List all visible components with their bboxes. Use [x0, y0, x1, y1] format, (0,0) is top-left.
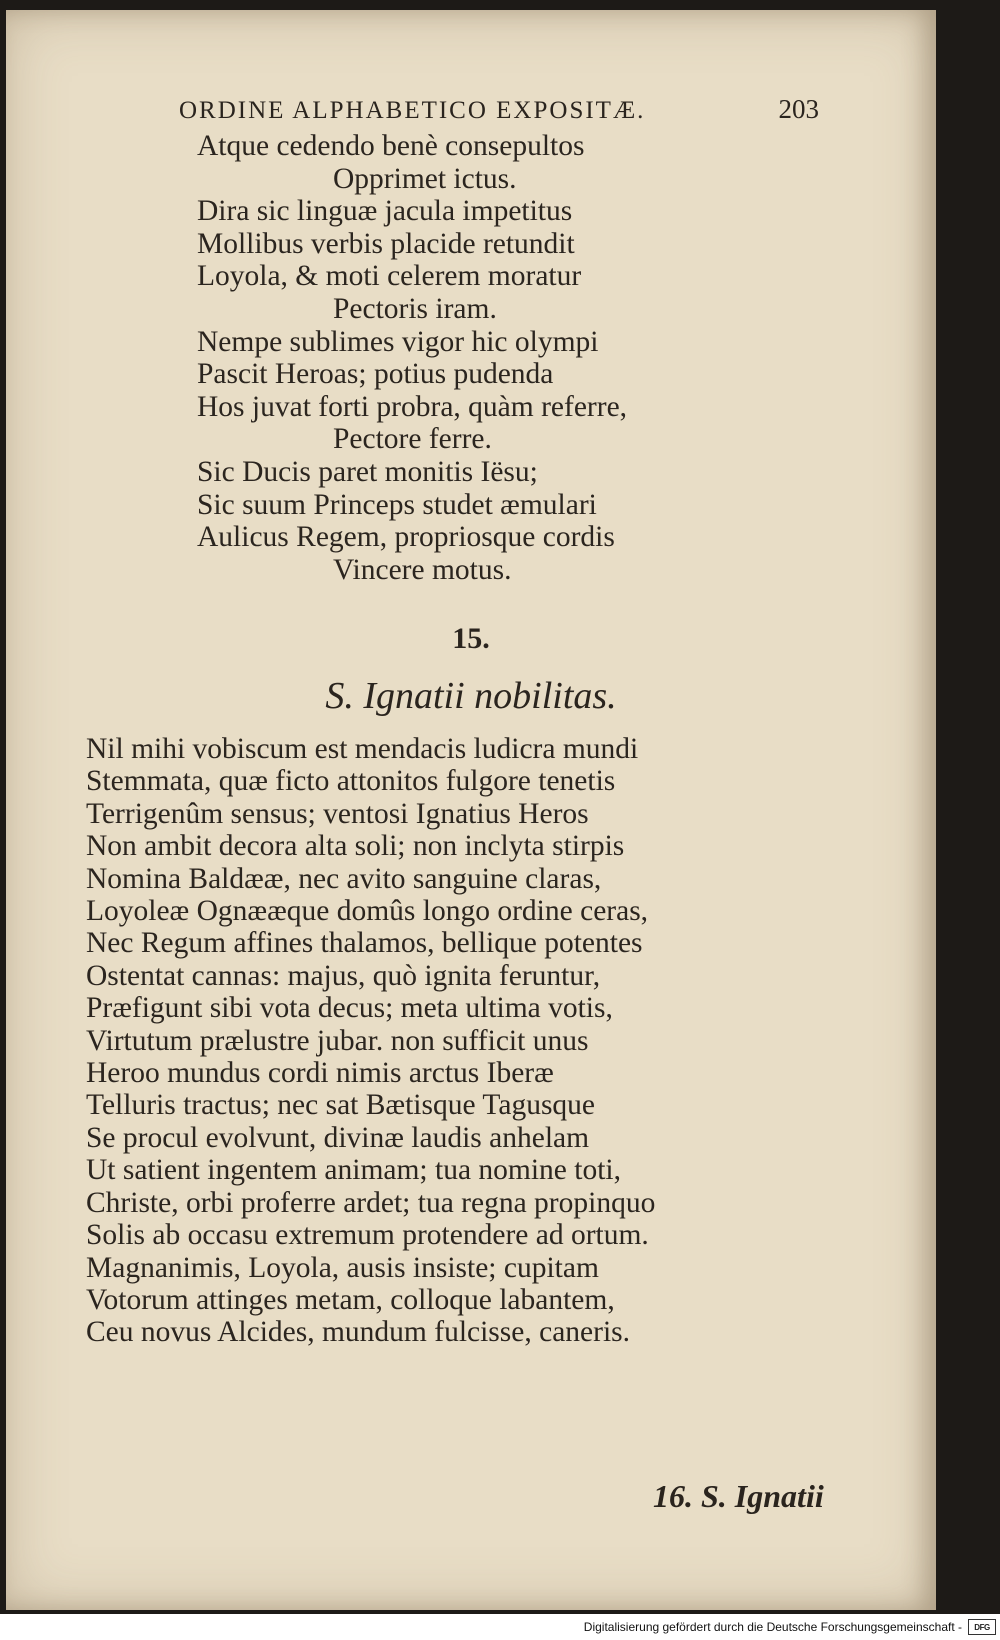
poem-line: Nec Regum affines thalamos, bellique potentes [86, 927, 643, 960]
ode-line: Sic Ducis paret monitis Iësu; [197, 455, 538, 488]
ode-line: Pascit Heroas; potius pudenda [197, 358, 554, 391]
poem-line: Heroo mundus cordi nimis arctus Iberæ [86, 1057, 554, 1090]
poem-line: Nil mihi vobiscum est mendacis ludicra mundi [86, 733, 639, 765]
ode-line: Nempe sublimes vigor hic olympi [197, 325, 599, 358]
poem-line: Stemmata, quæ ficto attonitos fulgore tenetis [86, 765, 616, 798]
catchword: 16. S. Ignatii [653, 1478, 824, 1514]
poem-line: Magnanimis, Loyola, ausis insiste; cupitam [86, 1251, 599, 1284]
poem-line: Virtutum prælustre jubar. non sufficit unus [86, 1024, 589, 1057]
book-page [6, 10, 936, 1610]
dfg-logo: DFG [968, 1619, 996, 1635]
poem-line: Nomina Baldææ, nec avito sanguine claras, [86, 862, 602, 895]
ode-line: Hos juvat forti probra, quàm referre, [197, 390, 628, 423]
ode-line: Pectoris iram. [333, 292, 497, 325]
footer-credit: Digitalisierung gefördert durch die Deutsche Forschungsgemeinschaft - [583, 1620, 962, 1634]
poem-line: Christe, orbi proferre ardet; tua regna propinquo [86, 1186, 656, 1219]
ode-line: Pectore ferre. [333, 423, 492, 456]
page-number: 203 [778, 94, 819, 124]
digitization-footer [0, 1614, 1000, 1640]
running-title: ORDINE ALPHABETICO EXPOSITÆ. [179, 97, 646, 124]
ode-line: Vincere motus. [333, 553, 512, 586]
poem-line: Ostentat cannas: majus, quò ignita feruntur, [86, 959, 601, 992]
ode-line: Dira sic linguæ jacula impetitus [197, 195, 573, 228]
section-title: S. Ignatii nobilitas. [325, 675, 617, 717]
poem-line: Telluris tractus; nec sat Bætisque Tagusque [86, 1089, 596, 1122]
ode-stanzas [197, 130, 757, 586]
poem-body [86, 733, 806, 1349]
ode-line: Mollibus verbis placide retundit [197, 227, 575, 260]
ode-line: Atque cedendo benè consepultos [197, 130, 585, 162]
poem-line: Terrigenûm sensus; ventosi Ignatius Heros [86, 797, 589, 830]
ode-line: Sic suum Princeps studet æmulari [197, 488, 597, 521]
poem-line: Non ambit decora alta soli; non inclyta stirpis [86, 830, 625, 863]
section-number: 15. [452, 622, 490, 655]
poem-line: Ut satient ingentem animam; tua nomine toti, [86, 1154, 621, 1187]
poem-line: Præfigunt sibi vota decus; meta ultima votis, [86, 992, 613, 1025]
poem-line: Loyoleæ Ognææque domûs longo ordine ceras, [86, 895, 649, 928]
poem-line: Votorum attinges metam, colloque labantem, [86, 1283, 615, 1316]
ode-line: Aulicus Regem, propriosque cordis [197, 521, 615, 554]
ode-line: Loyola, & moti celerem moratur [197, 260, 582, 293]
poem-line: Se procul evolvunt, divinæ laudis anhelam [86, 1121, 590, 1154]
running-head [179, 94, 819, 125]
ode-line: Opprimet ictus. [333, 162, 517, 195]
poem-line: Ceu novus Alcides, mundum fulcisse, caneris. [86, 1316, 631, 1349]
poem-line: Solis ab occasu extremum protendere ad ortum. [86, 1219, 649, 1252]
